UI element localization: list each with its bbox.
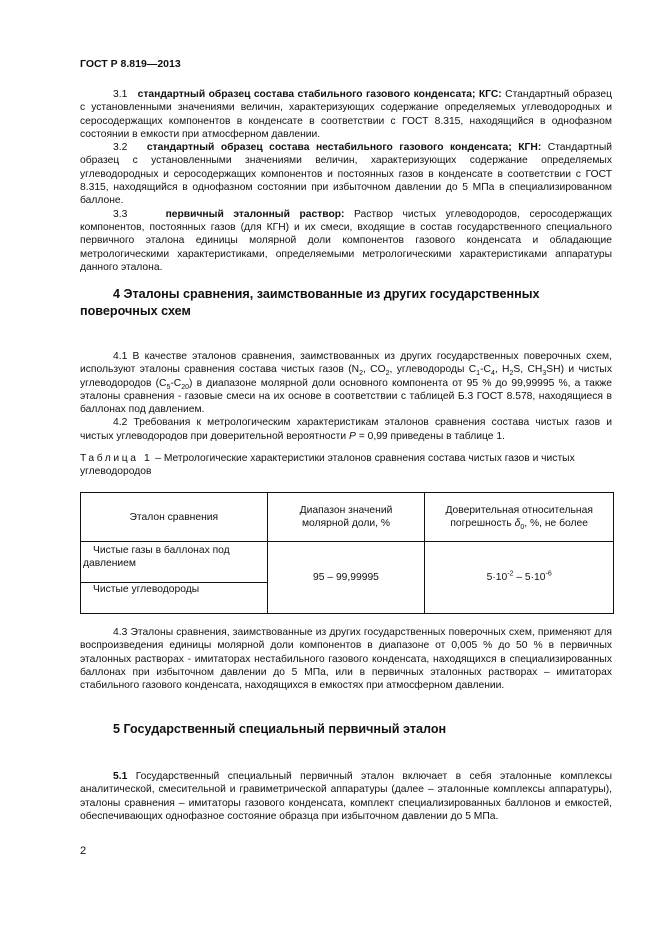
table-header-row xyxy=(81,493,614,542)
term-kgn: стандартный образец состава нестабильного газового конденсата; КГН: xyxy=(146,142,542,154)
table-cell-pure-gases: Чистые газы в баллонах под давлением xyxy=(81,542,268,583)
table-header-standard: Эталон сравнения xyxy=(81,493,268,542)
paragraph-5-1: 5.1 Государственный специальный первичный эталон включает в себя эталонные комплексы аналитической, смесительной и гравиметрической аппаратуры (далее – эталонные комплексы аппаратуры), эталоны сравнения – имитаторы газового конденсата, комплект специализированных баллонов и емкостей, обеспечивающих однофазное состояние образца при избыточном давлении до 5 МПа. xyxy=(80,771,612,822)
table-header-range: Диапазон значений молярной доли, % xyxy=(267,493,425,542)
term-kgs: стандартный образец состава стабильного газового конденсата; КГС: xyxy=(137,89,502,100)
table-row xyxy=(81,542,614,583)
section-5-heading: 5 Государственный специальный первичный эталон xyxy=(113,722,447,736)
paragraph-4-3: 4.3 Эталоны сравнения, заимствованные из других государственных поверочных схем, применяют для воспроизведения единицы молярной доли компонентов в диапазоне от 0,005 % до 50 % в первичных эталонных растворах - имитаторах нестабильного газового конденсата, находящихся в специализированных баллонах при избыточном давлении до 5 МПа, или в первичных эталонных растворах – имитаторах стабильного газового конденсата, находящихся в емкостях при атмосферном давлении. xyxy=(80,627,612,692)
page-number: 2 xyxy=(80,845,87,857)
section-4-paragraph-4-3 xyxy=(80,626,612,692)
paragraph-3-3: 3.3 первичный эталонный раствор: Раствор чистых углеводородов, серосодержащих компонентов, постоянных газов (для КГН) и их смеси, входящие в состав государственного специального первичного эталона единицы молярной доли компонентов газового конденсата и обладающие метрологическими характеристиками, определяемыми метрологическими характеристиками аппаратуры данного эталона. xyxy=(80,208,612,273)
section-4-heading: 4 Эталоны сравнения, заимствованные из других государственных поверочных схем xyxy=(80,287,540,318)
paragraph-4-2: 4.2 Требования к метрологическим характеристикам эталонов сравнения состава чистых газов и чистых углеводородов при доверительной вероятности P = 0,99 приведены в таблице 1. xyxy=(80,417,612,442)
paragraph-4-1: 4.1 В качестве эталонов сравнения, заимствованных из других государственных поверочных схем, используют эталоны сравнения состава чистых газов ($N_2$, $CO_2$, углеводороды $С_1-С_4$, $H_2S$, $CH_3SH$) и чистых углеводородов $(С_5-С_{20})$ в диапазоне молярной доли основного компонента от 95 % до 99,99995 %, а также эталоны сравнения - газовые смеси на их основе в соответствии с таблицей Б.3 ГОСТ 8.578, находящиеся в баллонах под давлением. xyxy=(80,351,612,416)
table-cell-error: $5\cdot 10^{-2} - 5\cdot 10^{-6}$ xyxy=(425,542,614,614)
table-1-caption: Таблица 1 – Метрологические характеристики эталонов сравнения состава чистых газов и чистых углеводородов xyxy=(80,453,575,477)
table-header-error: Доверительная относительная погрешность $\delta_0$, %, не более xyxy=(425,493,614,542)
table-1 xyxy=(80,492,614,614)
table-cell-pure-hydrocarbons: Чистые углеводороды xyxy=(81,583,268,614)
document-header: ГОСТ Р 8.819—2013 xyxy=(80,58,181,70)
paragraph-3-1: 3.1 стандартный образец состава стабильного газового конденсата; КГС: Стандартный образец с установленными значениями величин, характеризующих содержание определяемых углеводородных и серосодержащих компонентов в конденсате в соответствии с ГОСТ 8.315, находящийся в однофазном состоянии в емкости при атмосферном давлении. xyxy=(80,89,612,140)
section-3-definitions xyxy=(80,88,612,274)
section-4-paragraphs xyxy=(80,350,612,443)
term-primary-solution: первичный эталонный раствор: xyxy=(165,208,345,220)
section-5-paragraphs xyxy=(80,770,612,823)
paragraph-3-2: 3.2 стандартный образец состава нестабильного газового конденсата; КГН: Стандартный образец с установленными значениями величин, характеризующих содержание определяемых углеводородных и серосодержащих компонентов и постоянных газов в конденсате в соответствии с ГОСТ 8.315, находящийся в однофазном состоянии при избыточном давлении до 5 МПа в специализированном баллоне. xyxy=(80,142,613,207)
table-cell-range: 95 – 99,99995 xyxy=(267,542,425,614)
